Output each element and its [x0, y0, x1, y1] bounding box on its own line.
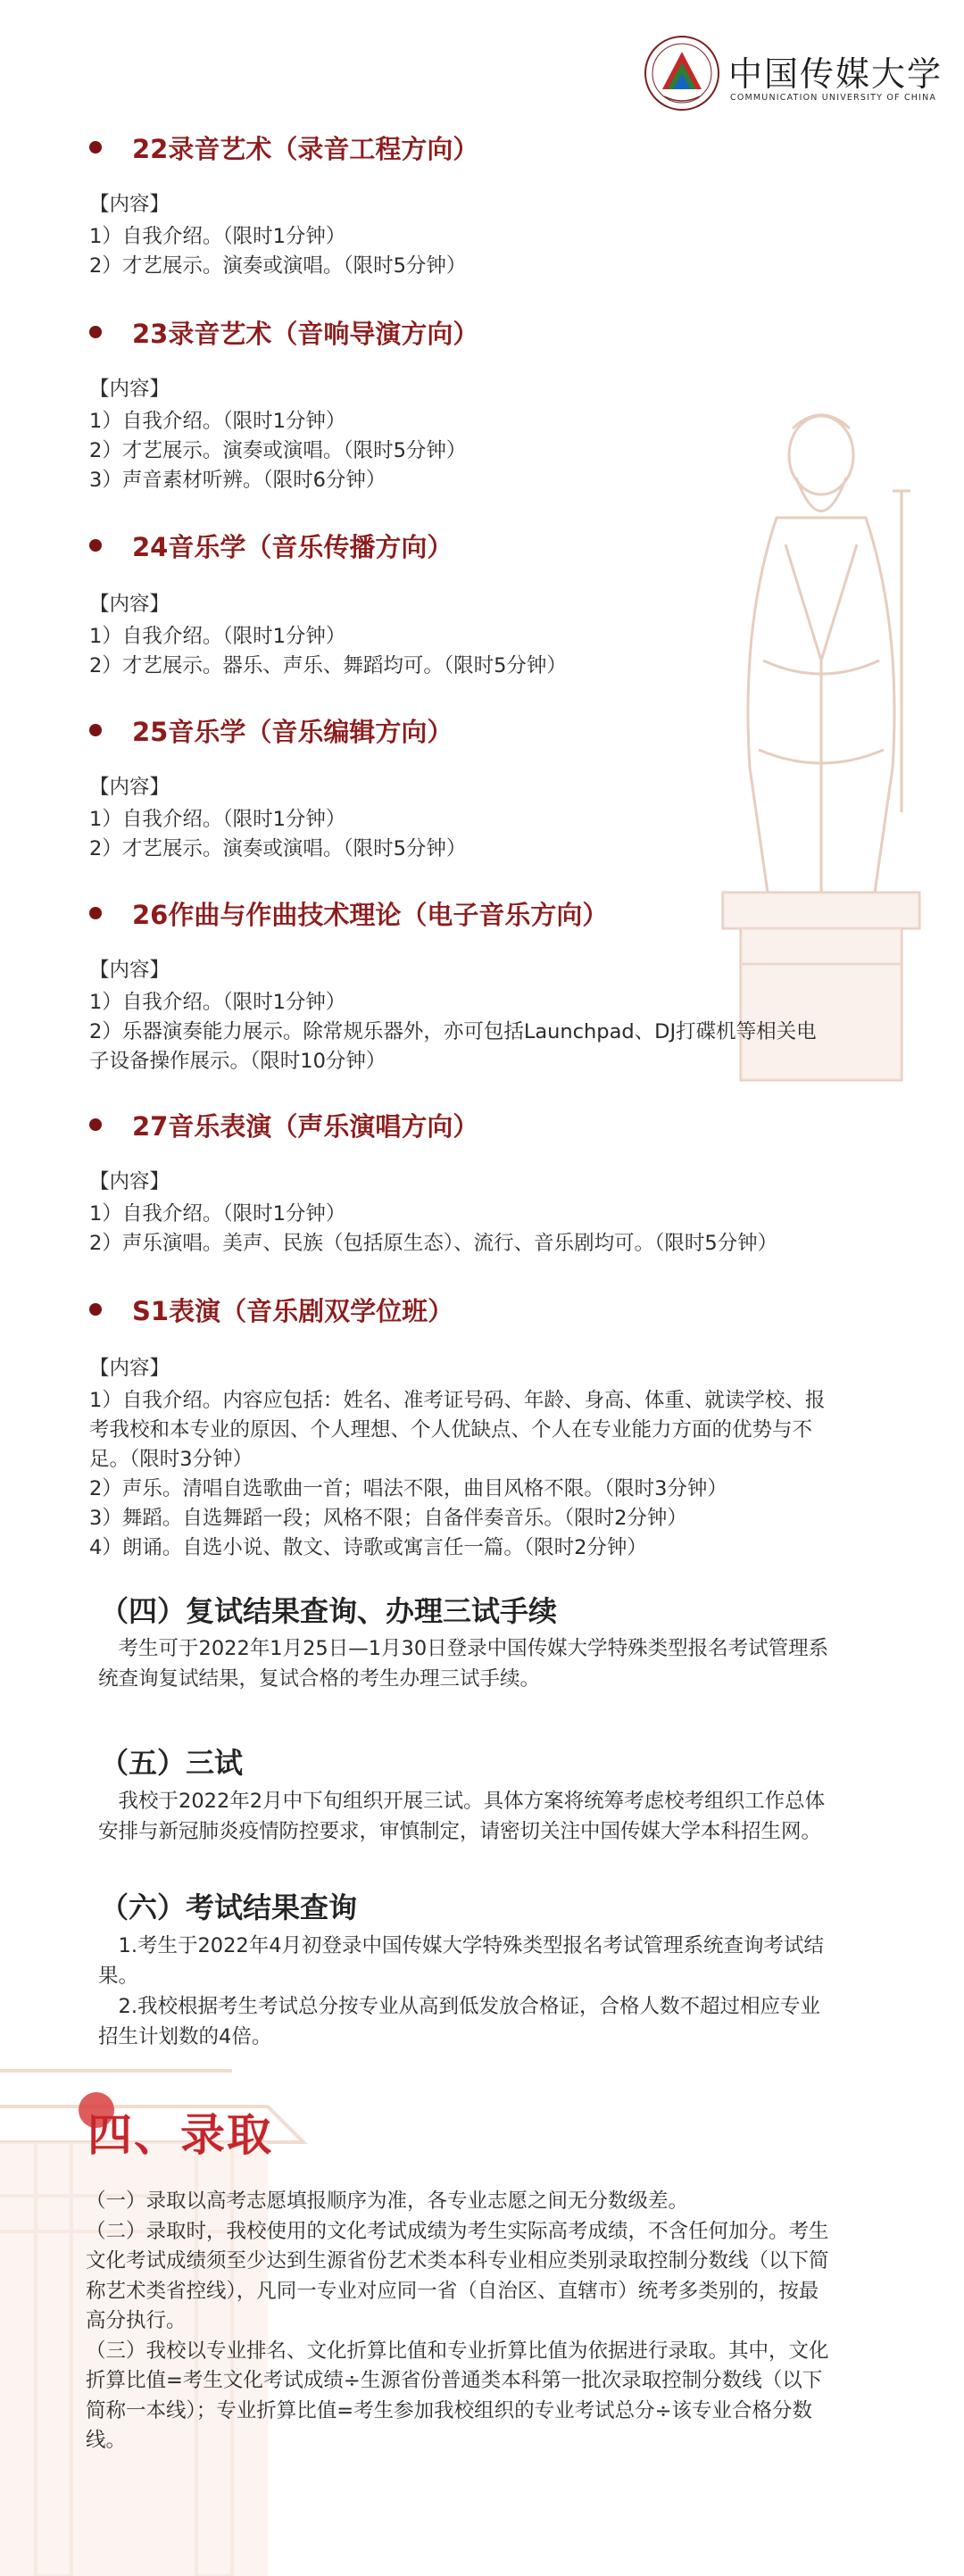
paragraph-line: 考生可于2022年1月25日—1月30日登录中国传媒大学特殊类型报名考试管理系 — [98, 1637, 829, 1660]
content-block-24 — [89, 590, 902, 681]
paragraph-line: 折算比值=考生文化考试成绩÷生源省份普通类本科第一批次录取控制分数线（以下 — [86, 2369, 823, 2392]
paragraph-retest-results — [98, 1633, 893, 1694]
content-label: 【内容】 — [89, 1170, 170, 1193]
paragraph-exam-results — [98, 1931, 893, 2052]
content-label: 【内容】 — [89, 1357, 170, 1380]
paragraph-line: （二）录取时，我校使用的文化考试成绩为考生实际高考成绩，不含任何加分。考生 — [86, 2219, 829, 2243]
paragraph-line: 线。 — [86, 2429, 127, 2452]
list-item: 1）自我介绍。内容应包括：姓名、准考证号码、年龄、身高、体重、就读学校、报 — [89, 1389, 826, 1412]
paragraph-line: 文化考试成绩须至少达到生源省份艺术类本科专业相应类别录取控制分数线（以下简 — [86, 2249, 829, 2273]
list-item: 1）自我介绍。（限时1分钟） — [89, 991, 346, 1014]
list-item: 3）声音素材听辨。（限时6分钟） — [89, 469, 386, 492]
content-label: 【内容】 — [89, 959, 170, 982]
logo-english-name: COMMUNICATION UNIVERSITY OF CHINA — [730, 93, 937, 103]
list-item: 2）声乐演唱。美声、民族（包括原生态）、流行、音乐剧均可。（限时5分钟） — [89, 1232, 778, 1255]
list-item: 1）自我介绍。（限时1分钟） — [89, 410, 346, 433]
section-title-admission: 四、录取 — [87, 2108, 273, 2161]
list-item: 1）自我介绍。（限时1分钟） — [89, 808, 346, 831]
content-block-27 — [89, 1168, 902, 1259]
list-item: 考我校和本专业的原因、个人理想、个人优缺点、个人在专业能力方面的优势与不 — [89, 1418, 813, 1442]
university-seal-icon — [643, 34, 721, 112]
content-label: 【内容】 — [89, 776, 170, 799]
section-heading-25: 25音乐学（音乐编辑方向） — [132, 717, 453, 747]
section-heading-s1: S1表演（音乐剧双学位班） — [132, 1296, 454, 1326]
content-label: 【内容】 — [89, 593, 170, 616]
list-item: 1）自我介绍。（限时1分钟） — [89, 1202, 346, 1226]
logo-chinese-name: 中国传媒大学 — [728, 54, 943, 94]
section-heading-24: 24音乐学（音乐传播方向） — [132, 532, 453, 562]
paragraph-line: 统查询复试结果，复试合格的考生办理三试手续。 — [98, 1667, 541, 1691]
list-item: 2）才艺展示。器乐、声乐、舞蹈均可。（限时5分钟） — [89, 654, 567, 677]
content-block-25 — [89, 773, 902, 864]
section-title-third-test: （五）三试 — [100, 1746, 244, 1780]
content-label: 【内容】 — [89, 378, 170, 401]
section-title-retest-results: （四）复试结果查询、办理三试手续 — [100, 1594, 558, 1628]
paragraph-line: 我校于2022年2月中下旬组织开展三试。具体方案将统筹考虑校考组织工作总体 — [98, 1790, 826, 1813]
content-label: 【内容】 — [89, 193, 170, 216]
section-heading-22: 22录音艺术（录音工程方向） — [132, 134, 479, 164]
section-heading-23: 23录音艺术（音响导演方向） — [132, 319, 479, 349]
university-logo — [643, 34, 946, 116]
paragraph-line: 2.我校根据考生考试总分按专业从高到低发放合格证，合格人数不超过相应专业 — [98, 1995, 820, 2018]
content-block-26 — [89, 956, 902, 1076]
list-item: 足。（限时3分钟） — [89, 1448, 253, 1471]
list-item: 2）声乐。清唱自选歌曲一首；唱法不限，曲目风格不限。（限时3分钟） — [89, 1477, 727, 1500]
list-item: 1）自我介绍。（限时1分钟） — [89, 625, 346, 648]
content-block-s1 — [89, 1354, 902, 1563]
paragraph-line: （三）我校以专业排名、文化折算比值和专业折算比值为依据进行录取。其中，文化 — [86, 2339, 829, 2363]
section-heading-26: 26作曲与作曲技术理论（电子音乐方向） — [132, 900, 609, 930]
paragraph-line: 1.考生于2022年4月初登录中国传媒大学特殊类型报名考试管理系统查询考试结 — [98, 1934, 825, 1957]
list-item: 4）朗诵。自选小说、散文、诗歌或寓言任一篇。（限时2分钟） — [89, 1536, 647, 1559]
paragraph-line: 称艺术类省控线），凡同一专业对应同一省（自治区、直辖市）统考多类别的，按最 — [86, 2279, 819, 2303]
section-heading-27: 27音乐表演（声乐演唱方向） — [132, 1111, 479, 1142]
content-block-22 — [89, 190, 902, 281]
paragraph-line: 招生计划数的4倍。 — [98, 2025, 272, 2048]
list-item: 2）乐器演奏能力展示。除常规乐器外，亦可包括Launchpad、DJ打碟机等相关电 — [89, 1020, 817, 1043]
section-title-exam-results: （六）考试结果查询 — [100, 1890, 358, 1924]
paragraph-line: 高分执行。 — [86, 2309, 187, 2332]
list-item: 2）才艺展示。演奏或演唱。（限时5分钟） — [89, 439, 467, 462]
paragraph-line: 简称一本线）；专业折算比值=考生参加我校组织的专业考试总分÷该专业合格分数 — [86, 2398, 812, 2422]
paragraph-third-test — [98, 1786, 893, 1847]
paragraph-admission — [86, 2187, 907, 2456]
content-block-23 — [89, 375, 902, 495]
list-item: 子设备操作展示。（限时10分钟） — [89, 1050, 386, 1073]
paragraph-line: 果。 — [98, 1965, 139, 1988]
paragraph-line: （一）录取以高考志愿填报顺序为准，各专业志愿之间无分数级差。 — [86, 2190, 689, 2213]
list-item: 1）自我介绍。（限时1分钟） — [89, 225, 346, 248]
list-item: 2）才艺展示。演奏或演唱。（限时5分钟） — [89, 254, 467, 278]
list-item: 2）才艺展示。演奏或演唱。（限时5分钟） — [89, 837, 467, 860]
paragraph-line: 安排与新冠肺炎疫情防控要求，审慎制定，请密切关注中国传媒大学本科招生网。 — [98, 1820, 822, 1843]
list-item: 3）舞蹈。自选舞蹈一段；风格不限；自备伴奏音乐。（限时2分钟） — [89, 1507, 687, 1530]
